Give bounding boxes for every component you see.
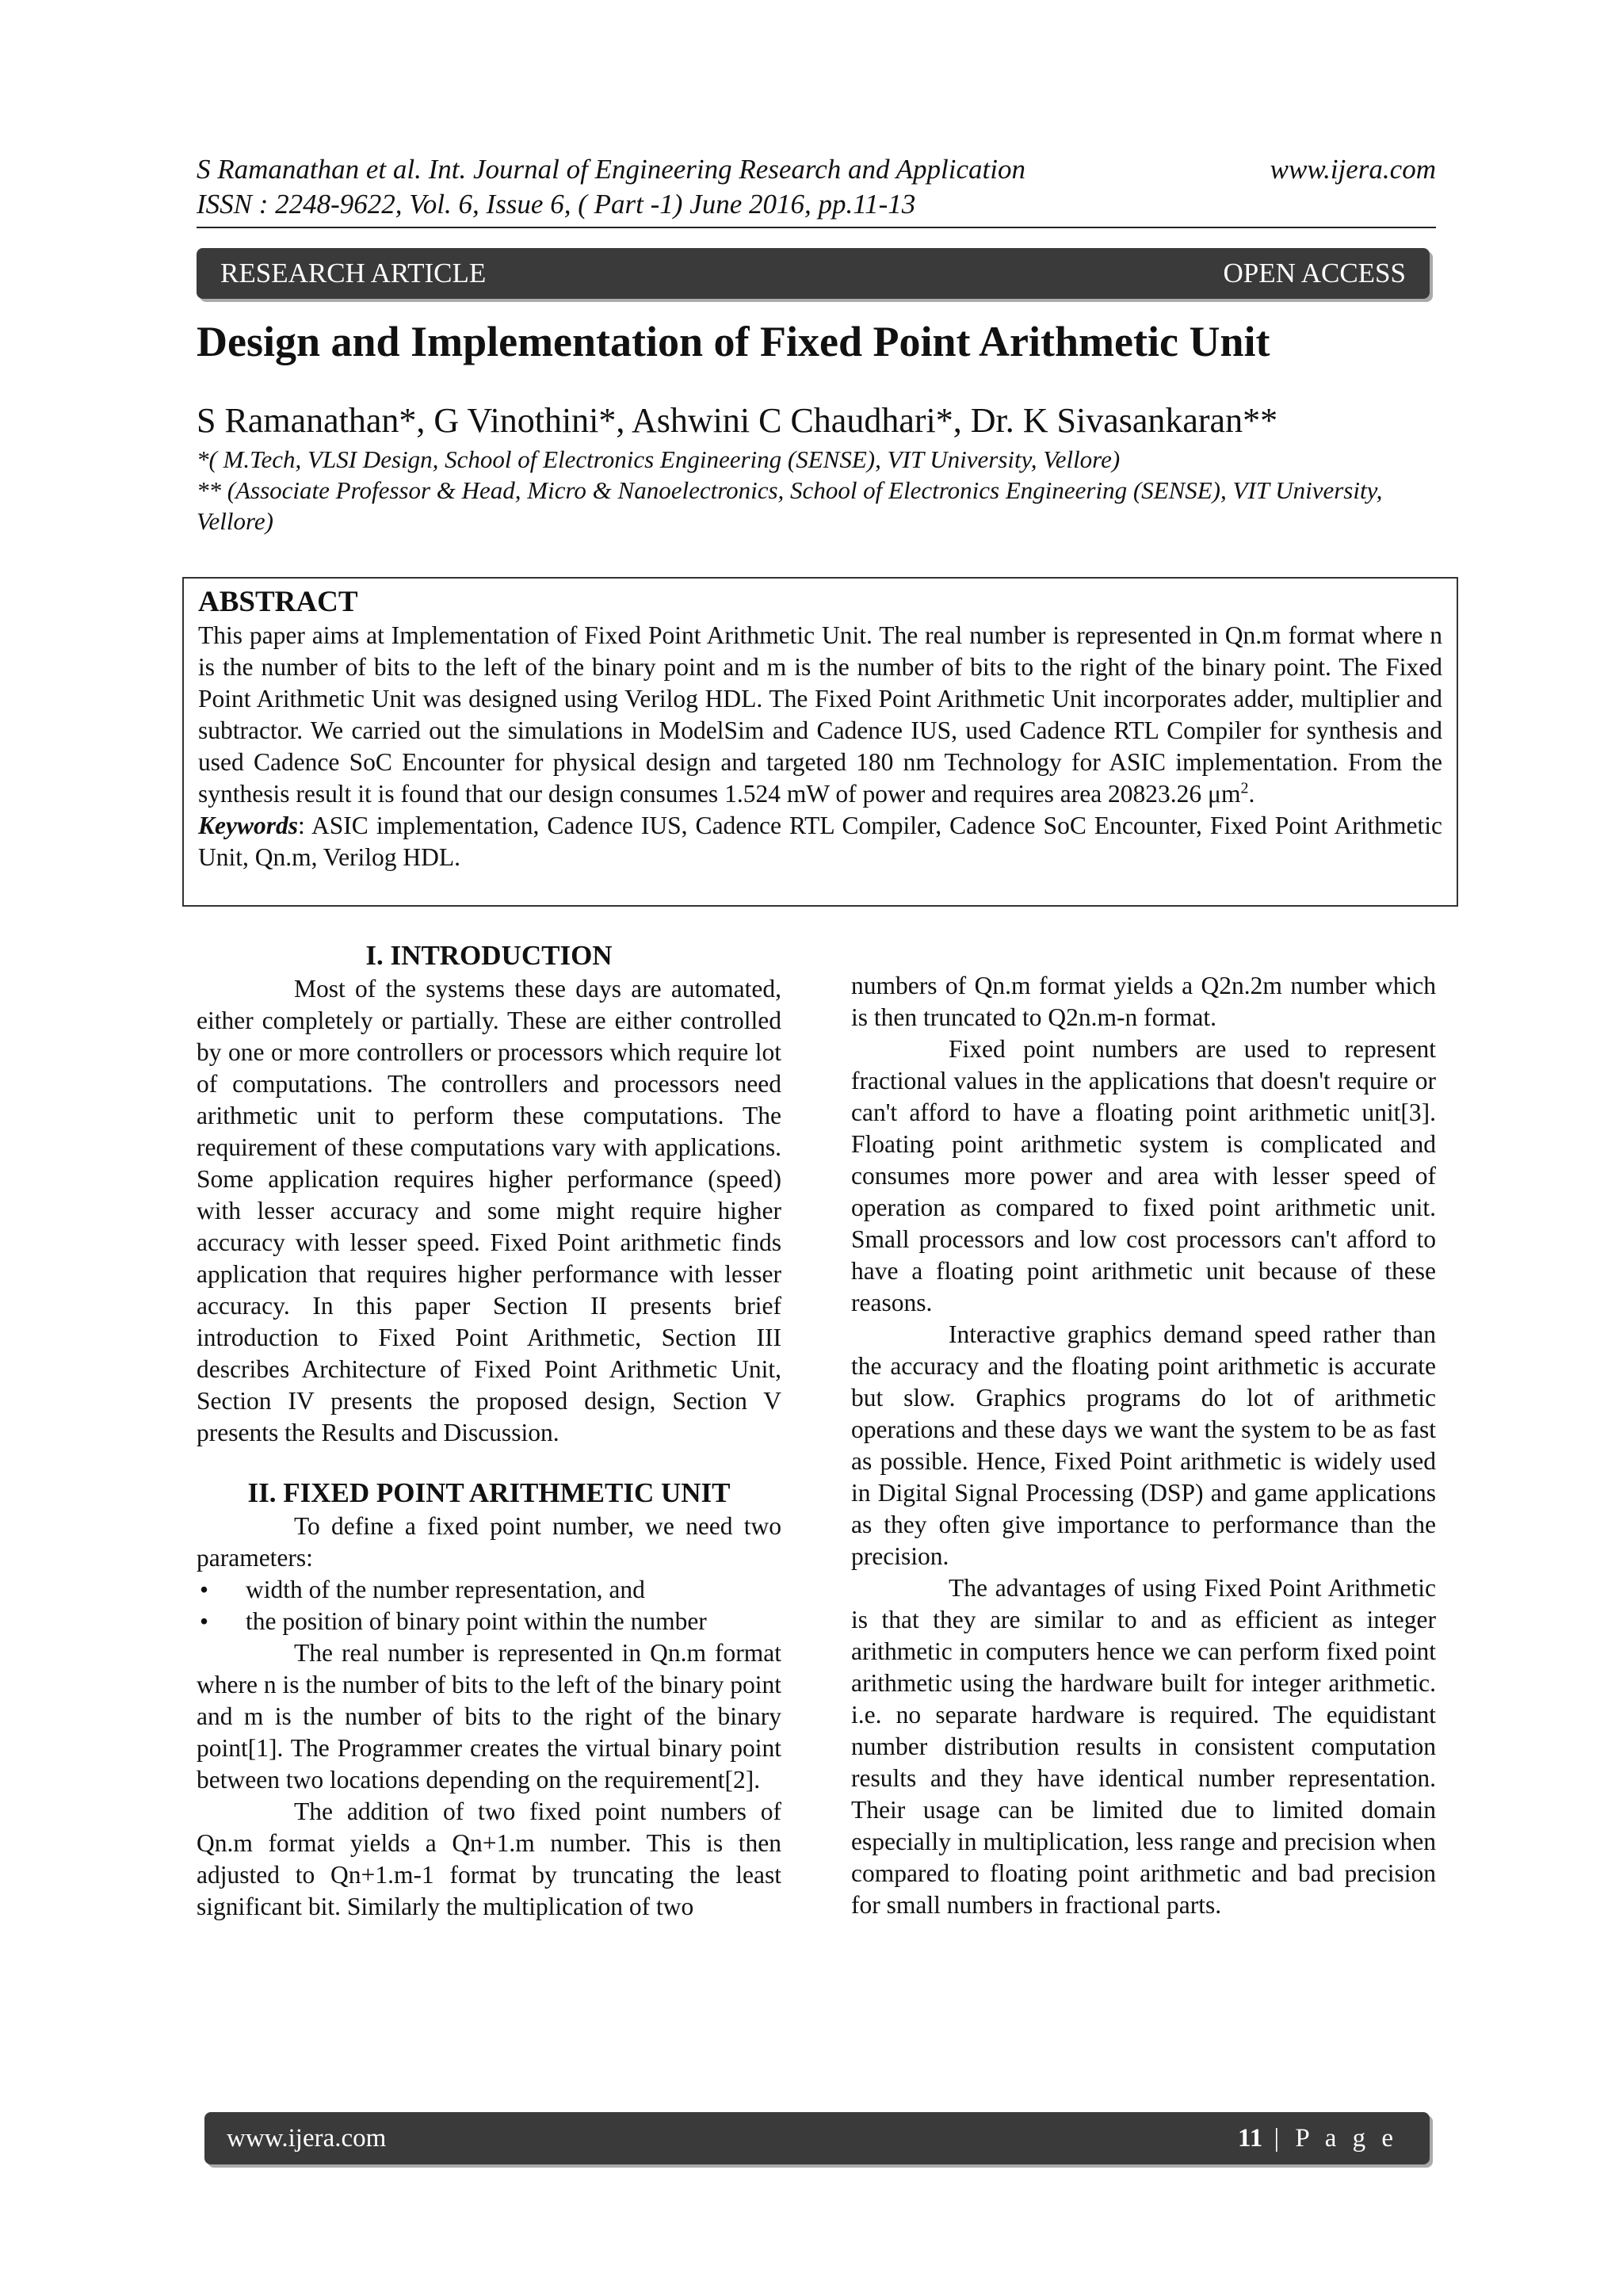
journal-website[interactable]: www.ijera.com (1270, 154, 1436, 185)
page-footer (204, 2112, 1430, 2164)
page-label: | P a g e (1262, 2123, 1398, 2153)
article-type-banner (197, 248, 1430, 299)
issn-line: ISSN : 2248-9622, Vol. 6, Issue 6, ( Part -1) June 2016, pp.11-13 (197, 189, 916, 220)
keywords-label: Keywords (198, 812, 298, 839)
section-2-heading: II. FIXED POINT ARITHMETIC UNIT (247, 1477, 731, 1508)
abstract-text: This paper aims at Implementation of Fixed Point Arithmetic Unit. The real number is represented in Qn.m format where n is the number of bits to the left of the binary point and m is the number of bits to the right of the binary point. The Fixed Point Arithmetic Unit was designed using Verilog HDL. The Fixed Point Arithmetic Unit incorporates adder, multiplier and subtractor. We carried out the simulations in ModelSim and Cadence IUS, used Cadence RTL Compiler for synthesis and used Cadence SoC Encounter for physical design and targeted 180 nm Technology for ASIC implementation. From the synthesis result it is found that our design consumes 1.524 mW of power and requires area 20823.26 μm (198, 621, 1442, 808)
section-2-intro: To define a fixed point number, we need two parameters: (197, 1512, 781, 1572)
abstract-heading: ABSTRACT (198, 586, 358, 618)
open-access-label: OPEN ACCESS (1223, 258, 1406, 288)
header-divider (197, 227, 1436, 228)
fixed-point-usage-paragraph: Fixed point numbers are used to represent fractional values in the applications that doesn't require or can't afford to have a floating point arithmetic unit[3]. Floating point arithmetic system is complicated and consumes more power and area with lesser speed of operation as compared to fixed point arithmetic unit. Small processors and low cost processors can't afford to have a floating point arithmetic unit because of these reasons. (851, 1035, 1436, 1316)
keywords (198, 810, 1442, 873)
page-indicator (1238, 2124, 1398, 2153)
intro-paragraph: Most of the systems these days are automated, either completely or partially. These are either controlled by one or more controllers or processors which require lot of computations. The controllers and processors need arithmetic unit to perform these computations. The requirement of these computations vary with applications. Some application requires higher performance (speed) with lesser accuracy and some might require higher accuracy with lesser speed. Fixed Point arithmetic finds application that requires higher performance with lesser accuracy. In this paper Section II presents brief introduction to Fixed Point Arithmetic, Section III describes Architecture of Fixed Point Arithmetic Unit, Section IV presents the proposed design, Section V presents the Results and Discussion. (197, 975, 781, 1446)
advantages-paragraph: The advantages of using Fixed Point Arithmetic is that they are similar to and as efficient as integer arithmetic in computers hence we can perform fixed point arithmetic using the hardware built for integer arithmetic. i.e. no separate hardware is required. The equidistant number distribution results in consistent computation results and they have identical number representation. Their usage can be limited due to limited domain especially in multiplication, less range and precision when compared to floating point arithmetic and bad precision for small numbers in fractional parts. (851, 1574, 1436, 1919)
paper-title: Design and Implementation of Fixed Point Arithmetic Unit (197, 318, 1270, 365)
keywords-list: : ASIC implementation, Cadence IUS, Cadence RTL Compiler, Cadence SoC Encounter, Fixed Point Arithmetic Unit, Qn.m, Verilog HDL. (198, 812, 1442, 871)
abstract-box (182, 577, 1458, 907)
affiliations (197, 444, 1441, 537)
journal-citation: S Ramanathan et al. Int. Journal of Engineering Research and Application (197, 154, 1025, 185)
affiliation-1: *( M.Tech, VLSI Design, School of Electronics Engineering (SENSE), VIT University, Vellore) (197, 445, 1121, 473)
section-1-heading: I. INTRODUCTION (365, 940, 613, 971)
section-2-paragraph-3: The addition of two fixed point numbers of Qn.m format yields a Qn+1.m number. This is then adjusted to Qn+1.m-1 format by truncating the least significant bit. Similarly the multiplication of two (197, 1797, 781, 1920)
article-type-label: RESEARCH ARTICLE (220, 258, 487, 288)
graphics-paragraph: Interactive graphics demand speed rather than the accuracy and the floating point arithmetic is accurate but slow. Graphics programs do lot of arithmetic operations and these days we want the system to be as fast as possible. Hence, Fixed Point arithmetic is widely used in Digital Signal Processing (DSP) and game applications as they often give importance to performance than the precision. (851, 1320, 1436, 1570)
area-exponent: 2 (1240, 779, 1249, 797)
parameter-list (197, 1574, 781, 1637)
abstract-end: . (1248, 780, 1255, 808)
author-list: S Ramanathan*, G Vinothini*, Ashwini C Chaudhari*, Dr. K Sivasankaran** (197, 401, 1278, 440)
right-column (851, 970, 1436, 1921)
list-item: • the position of binary point within the number (197, 1606, 781, 1637)
left-column (197, 938, 781, 1923)
abstract-body (198, 620, 1442, 810)
page-number: 11 (1238, 2123, 1263, 2153)
section-2-paragraph-2: The real number is represented in Qn.m format where n is the number of bits to the left of the binary point and m is the number of bits to the right of the binary point[1]. The Programmer creates the virtual binary point between two locations depending on the requirement[2]. (197, 1639, 781, 1794)
footer-website[interactable]: www.ijera.com (227, 2123, 387, 2153)
list-item: • width of the number representation, and (197, 1574, 781, 1606)
running-header (197, 152, 1436, 222)
continuation-paragraph: numbers of Qn.m format yields a Q2n.2m number which is then truncated to Q2n.m-n format. (851, 972, 1436, 1031)
affiliation-2: ** (Associate Professor & Head, Micro & Nanoelectronics, School of Electronics Engineering (SENSE), VIT University, Vellore) (197, 476, 1383, 535)
